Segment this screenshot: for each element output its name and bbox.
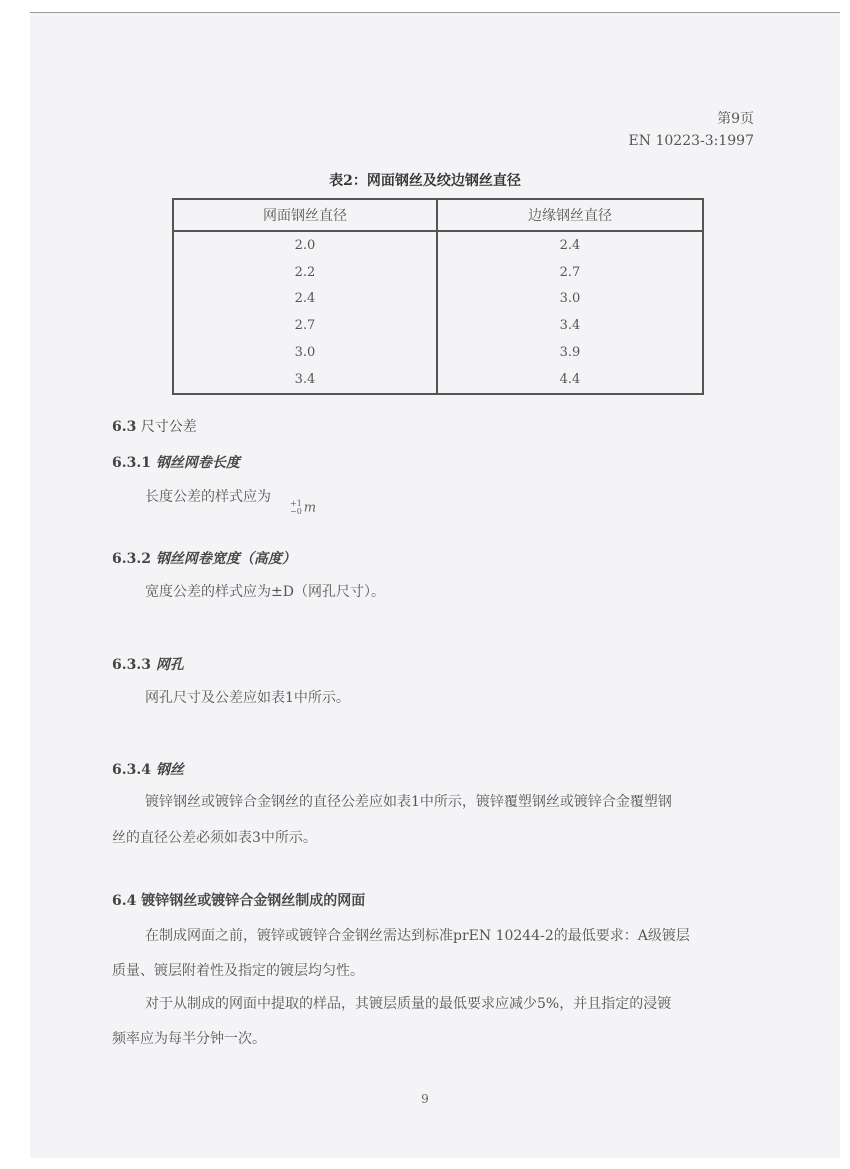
section-6-4-para1-line2: 质量、镀层附着性及指定的镀层均匀性。 [112, 963, 364, 979]
section-6-4-para2-line2: 频率应为每半分钟一次。 [112, 1031, 266, 1047]
tolerance-stack [290, 500, 302, 516]
table-caption: 表2：网面钢丝及绞边钢丝直径 [329, 173, 521, 189]
table-row [173, 339, 703, 366]
table-cell: 3.4 [559, 318, 581, 334]
section-number: 6.3.1 [112, 455, 151, 471]
table-row [173, 312, 703, 339]
section-6-3-2-heading [112, 548, 296, 568]
table-row [173, 286, 703, 313]
section-title: 网孔 [155, 657, 184, 673]
section-6-4-para2-line1: 对于从制成的网面中提取的样品，其镀层质量的最低要求应减少5%，并且指定的浸镀 [145, 996, 672, 1012]
table-cell: 3.9 [559, 345, 581, 361]
table-cell: 2.4 [173, 286, 437, 313]
section-title: 镀锌钢丝或镀锌合金钢丝制成的网面 [141, 893, 366, 909]
section-title: 尺寸公差 [140, 419, 197, 435]
table-cell: 2.4 [559, 237, 581, 253]
section-number: 6.4 [112, 893, 137, 909]
section-6-3-1-text: 长度公差的样式应为 [145, 489, 271, 505]
length-tolerance-formula [290, 500, 316, 516]
section-number: 6.3.2 [112, 551, 151, 567]
section-6-3-2-text: 宽度公差的样式应为±D（网孔尺寸）。 [145, 584, 385, 600]
section-6-4-heading [112, 890, 365, 910]
tolerance-unit: m [303, 500, 317, 516]
page-header [629, 108, 754, 152]
section-6-3-3-heading [112, 654, 184, 674]
section-number: 6.3.3 [112, 657, 151, 673]
table-cell: 3.0 [173, 339, 437, 366]
standard-number: EN 10223-3:1997 [628, 133, 754, 149]
table-cell: 2.7 [173, 312, 437, 339]
section-6-3-heading [112, 416, 197, 436]
column-header-edge-wire: 边缘钢丝直径 [437, 199, 703, 231]
table-header-row [173, 199, 703, 231]
table-cell: 2.7 [559, 264, 581, 280]
tolerance-upper: +1 [290, 499, 302, 508]
section-6-3-4-text-line2: 丝的直径公差必须如表3中所示。 [112, 830, 317, 846]
wire-diameter-table [172, 198, 704, 395]
section-6-4-para1-line1: 在制成网面之前，镀锌或镀锌合金钢丝需达到标准prEN 10244-2的最低要求：A级镀层 [145, 928, 690, 944]
section-number: 6.3.4 [112, 762, 151, 778]
section-6-3-4-text-line1: 镀锌钢丝或镀锌合金钢丝的直径公差应如表1中所示，镀锌覆塑钢丝或镀锌合金覆塑钢 [145, 794, 672, 810]
section-title: 钢丝网卷长度 [155, 455, 240, 471]
section-6-3-4-heading [112, 759, 184, 779]
table-row [173, 366, 703, 394]
tolerance-lower: −0 [290, 507, 302, 516]
table-cell: 3.0 [559, 291, 581, 307]
section-number: 6.3 [112, 419, 137, 435]
table-row [173, 231, 703, 259]
section-title: 钢丝网卷宽度（高度） [155, 551, 296, 567]
table-cell: 2.0 [173, 231, 437, 259]
table-cell: 4.4 [559, 371, 581, 387]
page-number: 9 [421, 1092, 429, 1106]
column-header-mesh-wire: 网面钢丝直径 [173, 199, 437, 231]
table-cell: 2.2 [173, 259, 437, 286]
page-label: 第9页 [717, 111, 754, 127]
table-row [173, 259, 703, 286]
section-6-3-3-text: 网孔尺寸及公差应如表1中所示。 [145, 690, 350, 706]
table-cell: 3.4 [173, 366, 437, 394]
section-6-3-1-heading [112, 452, 240, 472]
section-title: 钢丝 [155, 762, 184, 778]
